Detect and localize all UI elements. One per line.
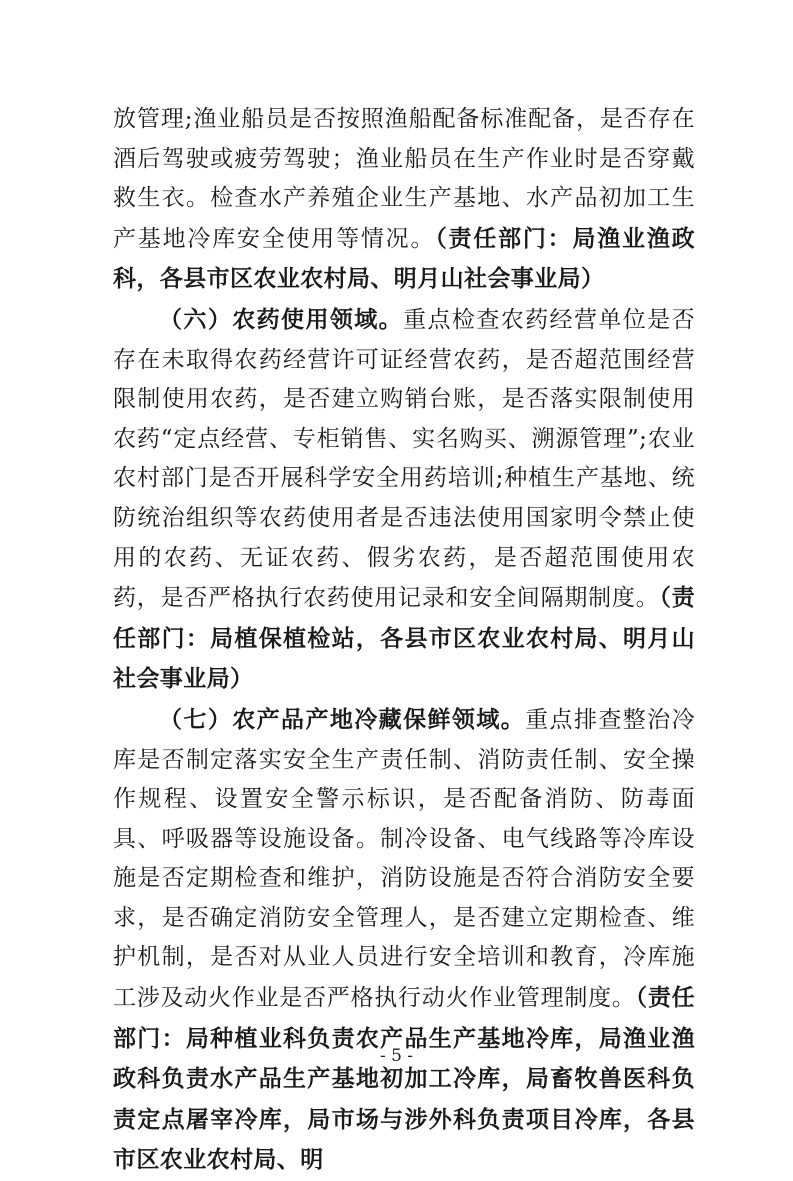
responsibility-department: （责任部门：局渔业渔政科，各县市区农业农村局、明月山社会事业局） xyxy=(113,224,695,293)
document-body xyxy=(113,100,695,1181)
paragraph-body: 重点排查整治冷库是否制定落实安全生产责任制、消防责任制、安全操作规程、设置安全警示标识，是否配备消防、防毒面具、呼吸器等设施设备。制冷设备、电气线路等冷库设施是否定期检查和维护，消防设施是否符合消防安全要求，是否确定消防安全管理人，是否建立定期检查、维护机制，是否对从业人员进行安全培训和教育，冷库施工涉及动火作业是否严格执行动火作业管理制度。 xyxy=(113,706,695,1012)
responsibility-department: （责任部门：局种植业科负责农产品生产基地冷库，局渔业渔政科负责水产品生产基地初加工冷库，局畜牧兽医科负责定点屠宰冷库，局市场与涉外科负责项目冷库，各县市区农业农村局、明 xyxy=(113,984,695,1174)
responsibility-department: （责任部门：局植保植检站，各县市区农业农村局、明月山社会事业局） xyxy=(113,584,695,693)
paragraph-fishery-continued xyxy=(113,100,695,300)
paragraph-cold-storage xyxy=(113,700,695,1181)
paragraph-pesticide xyxy=(113,300,695,700)
page-number: - 5 - xyxy=(379,1046,414,1066)
section-heading: （六）农药使用领域。 xyxy=(159,305,404,333)
section-heading: （七）农产品产地冷藏保鲜领域。 xyxy=(159,705,526,733)
paragraph-body: 重点检查农药经营单位是否存在未取得农药经营许可证经营农药，是否超范围经营限制使用农药，是否建立购销台账，是否落实限制使用农药“定点经营、专柜销售、实名购买、溯源管理”;农业农村部门是否开展科学安全用药培训;种植生产基地、统防统治组织等农药使用者是否违法使用国家明令禁止使用的农药、无证农药、假劣农药，是否超范围使用农药，是否严格执行农药使用记录和安全间隔期制度。 xyxy=(113,306,695,612)
paragraph-body: 放管理;渔业船员是否按照渔船配备标准配备，是否存在酒后驾驶或疲劳驾驶；渔业船员在生产作业时是否穿戴救生衣。检查水产养殖企业生产基地、水产品初加工生产基地冷库安全使用等情况。 xyxy=(113,106,695,252)
